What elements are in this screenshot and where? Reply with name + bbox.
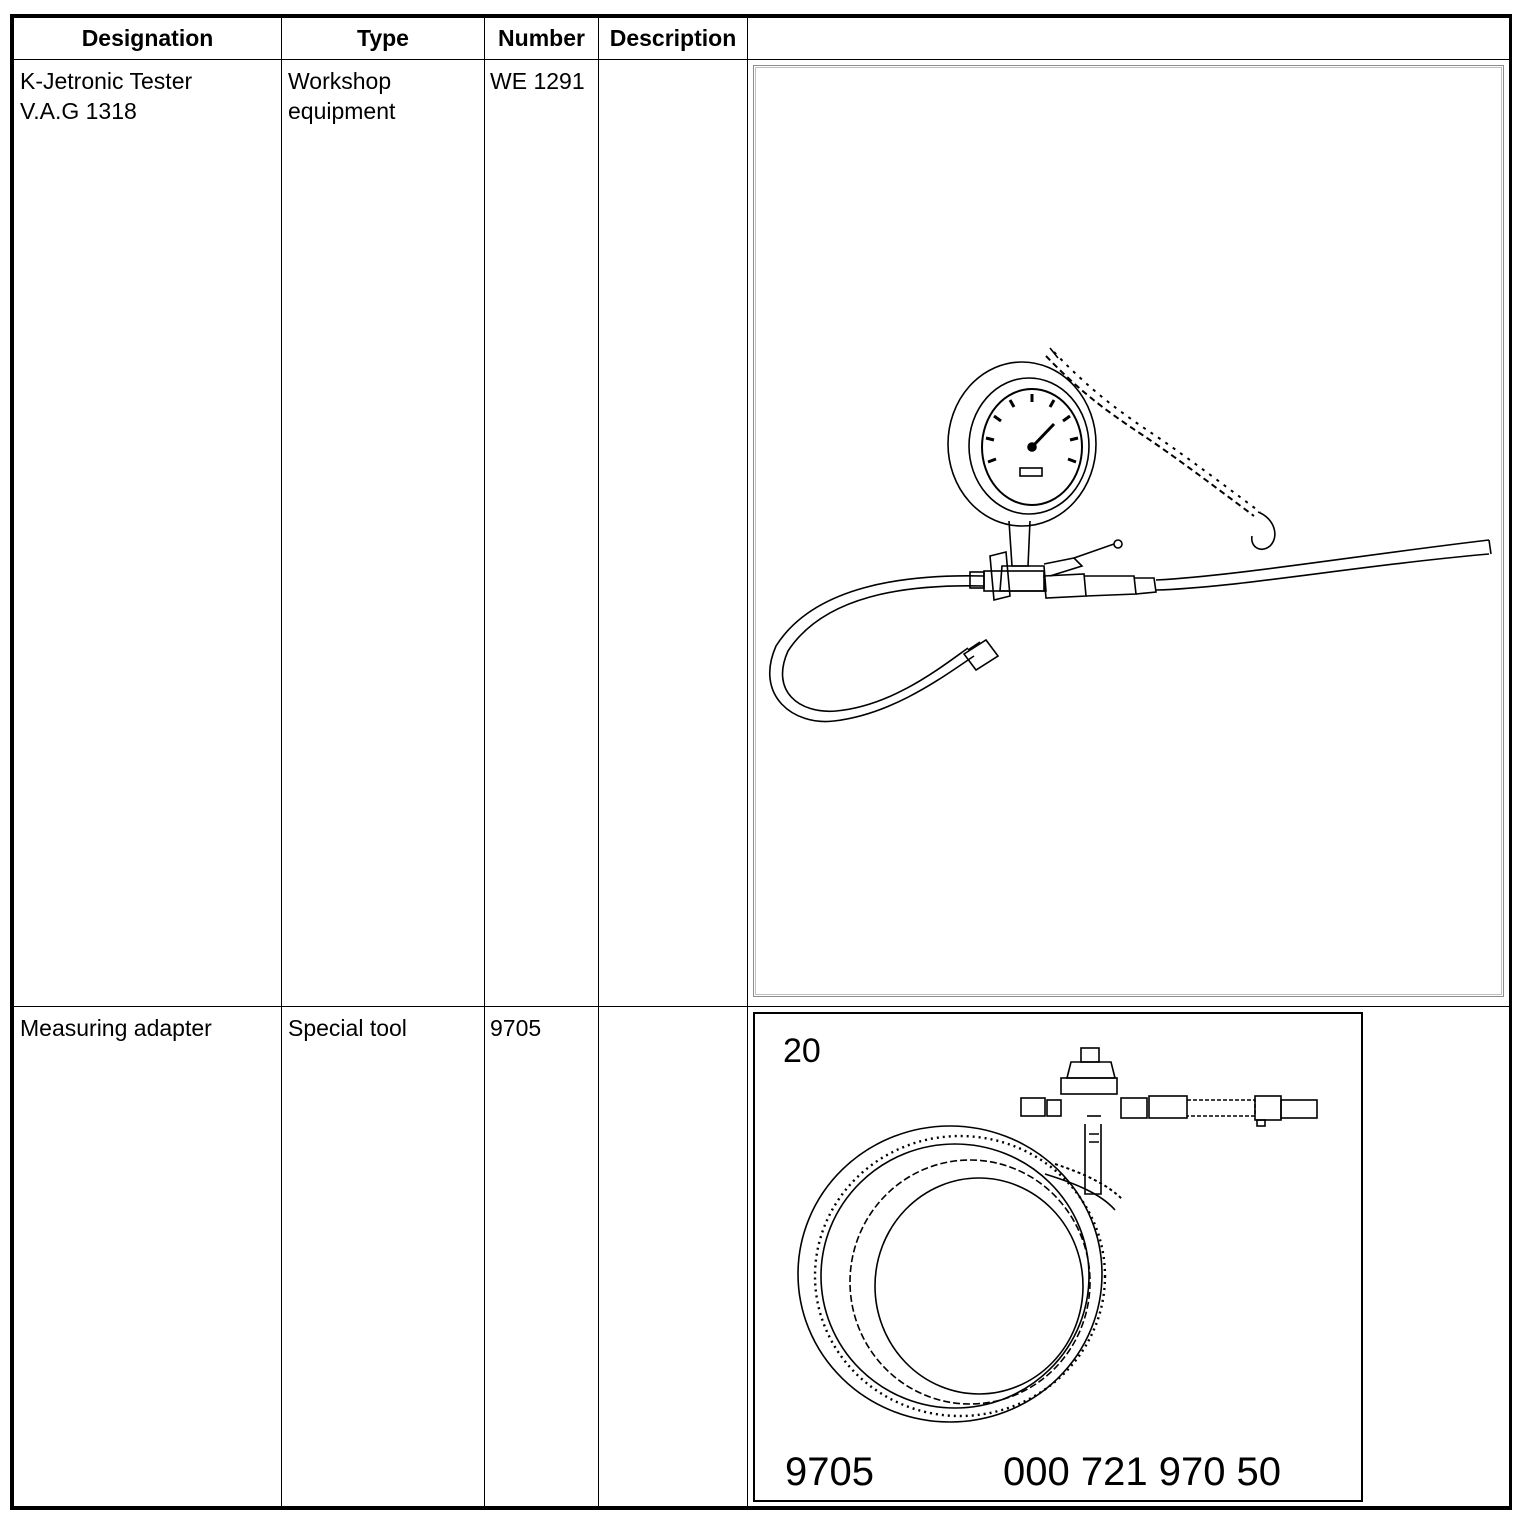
- cell-image: [748, 1007, 1510, 1507]
- header-type: Type: [282, 18, 485, 60]
- diagram-tool-number: 9705: [785, 1450, 874, 1494]
- image-frame: [753, 65, 1504, 997]
- header-description: Description: [599, 18, 748, 60]
- type-line: Workshop: [288, 68, 392, 94]
- hose-adapter-illustration: [755, 1014, 1361, 1500]
- designation-line: V.A.G 1318: [20, 98, 137, 124]
- table-row: [14, 60, 1510, 1007]
- cell-type: [282, 60, 485, 1007]
- cell-image: [748, 60, 1510, 1007]
- header-designation: Designation: [14, 18, 282, 60]
- pressure-gauge-tester-illustration: [754, 66, 1503, 996]
- header-number: Number: [485, 18, 599, 60]
- cell-description: [599, 60, 748, 1007]
- cell-number: 9705: [485, 1007, 599, 1507]
- image-frame: [753, 1012, 1363, 1502]
- designation-line: K-Jetronic Tester: [20, 68, 193, 94]
- cell-number: WE 1291: [485, 60, 599, 1007]
- cell-type: Special tool: [282, 1007, 485, 1507]
- type-line: equipment: [288, 98, 396, 124]
- cell-description: [599, 1007, 748, 1507]
- table-row: [14, 1007, 1510, 1507]
- diagram-part-number: 000 721 970 50: [1003, 1450, 1282, 1494]
- header-image: [748, 18, 1510, 60]
- tools-table: [10, 14, 1512, 1510]
- header-row: [14, 18, 1510, 60]
- cell-designation: [14, 60, 282, 1007]
- cell-designation: Measuring adapter: [14, 1007, 282, 1507]
- diagram-corner-label: 20: [783, 1032, 821, 1070]
